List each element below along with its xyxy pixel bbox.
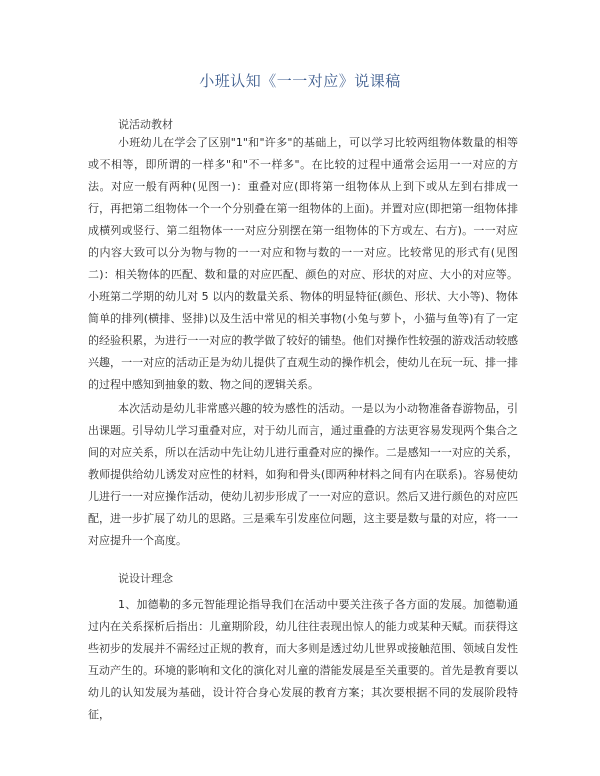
section-heading-materials: 说活动教材: [118, 118, 173, 131]
paragraph-design: 1、加德勒的多元智能理论指导我们在活动中要关注孩子各方面的发展。加德勒通过内在关系探析后指出：儿童期阶段，幼儿往往表现出惊人的能力或某种天赋。而获得这些初步的发展并不需经过正规的教育，而大多则是透过幼儿世界或接触范围、领域自发性互动产生的。环境的影响和文化的演化对儿童的潜能发展是至关重要的。首先是教育要以幼儿的认知发展为基础，设计符合身心发展的教育方案；其次要根据不同的发展阶段特征，: [88, 598, 518, 721]
paragraph-activity: 本次活动是幼儿非常感兴趣的较为感性的活动。一是以为小动物准备春游物品，引出课题。引导幼儿学习重叠对应，对于幼儿而言，通过重叠的方法更容易发现两个集合之间的对应关系，所以在活动中先让幼儿进行重叠对应的操作。二是感知一一对应的关系，教师提供给幼儿诱发对应性的材料，如狗和骨头(即两种材料之间有内在联系)。容易使幼儿进行一一对应操作活动，使幼儿初步形成了一一对应的意识。然后又进行颜色的对应匹配，进一步扩展了幼儿的思路。三是乘车引发座位问题，这主要是数与量的对应，将一一对应提升一个高度。: [88, 402, 518, 547]
paragraph-materials: 小班幼儿在学会了区别"1"和"许多"的基础上，可以学习比较两组物体数量的相等或不相等，即所谓的一样多"和"不一样多"。在比较的过程中通常会运用一一对应的方法。对应一般有两种(见图一)：重叠对应(即将第一组物体从上到下或从左到右排成一行，再把第二组物体一个一个分别叠在第一组物体的上面)。并置对应(即把第一组物体排成横列或竖行、第二组物体一一对应分别摆在第一组物体的下方或左、右方)。一一对应的内容大致可以分为物与物的一一对应和物与数的一一对应。比较常见的形式有(见图二)：相关物体的匹配、数和量的对应匹配、颜色的对应、形状的对应、大小的对应等。小班第二学期的幼儿对 5 以内的数量关系、物体的明显特征(颜色、形状、大小等)、物体简单的排列(横排、竖排)以及生活中常见的相关事物(小兔与萝卜，小猫与鱼等)有了一定的经验积累，为进行一一对应的教学做了较好的铺垫。他们对操作性较强的游戏活动较感兴趣，一一对应的活动正是为幼儿提供了直观生动的操作机会，使幼儿在玩一玩、排一排的过程中感知到抽象的数、物之间的逻辑关系。: [88, 136, 518, 391]
section-heading-design: 说设计理念: [118, 572, 173, 585]
document-title: 小班认知《一一对应》说课稿: [199, 72, 401, 90]
